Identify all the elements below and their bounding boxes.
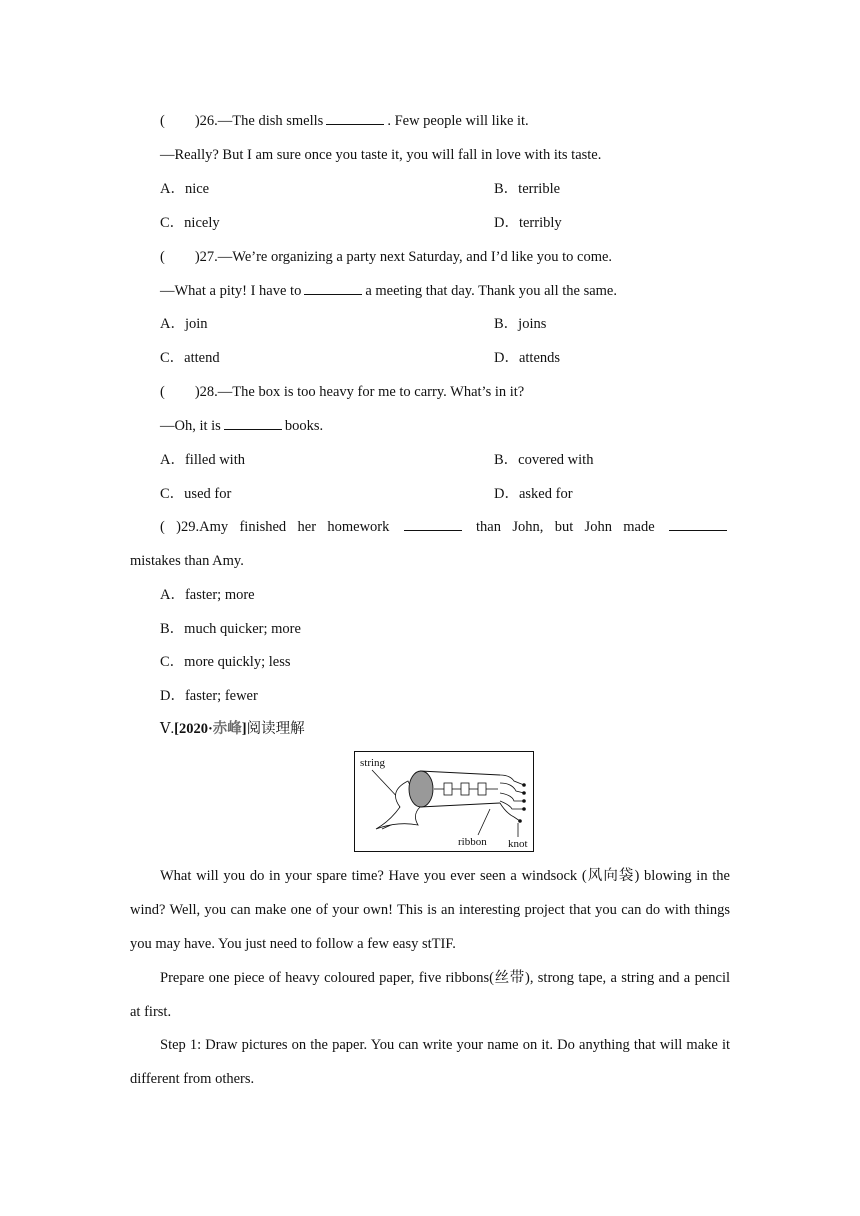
option-d: D．terribly — [494, 215, 562, 231]
stem-word: John — [584, 519, 612, 535]
option-c: C．attend — [160, 350, 220, 366]
paragraph-text: What will you do in your spare time? Have you ever seen a windsock (风向袋) blowing in the wind? Well, you can make one of your own! This is an interesting project that you can do with things you may have. You just need to follow a few easy stTIF. — [130, 868, 730, 952]
answer-paren: ( — [160, 113, 165, 129]
tape-strip — [478, 783, 486, 795]
question-26-text: )26.—The dish smells — [194, 113, 324, 129]
section-source-city: 赤峰 — [212, 721, 242, 737]
question-28-reply — [160, 416, 323, 436]
option-b: B．much quicker; more — [160, 621, 301, 637]
answer-paren: ( — [160, 384, 165, 400]
knot-dot — [522, 783, 526, 787]
option-a: A．faster; more — [160, 587, 255, 603]
tube-opening — [409, 771, 433, 807]
option-a: A．join — [160, 316, 208, 332]
stem-word: finished — [239, 519, 287, 535]
option-a: A．filled with — [160, 452, 245, 468]
option-d: D．faster; fewer — [160, 688, 258, 704]
option-d: D．attends — [494, 350, 561, 366]
stem-word: made — [623, 519, 655, 535]
stem-word: John, — [512, 519, 544, 535]
stem-word: but — [554, 519, 574, 535]
option-a: A．nice — [160, 181, 210, 197]
section-source-close: ] — [241, 721, 247, 737]
label-ribbon: ribbon — [458, 836, 487, 848]
passage-paragraph-1 — [130, 859, 730, 961]
option-b: B．covered with — [494, 452, 594, 468]
question-29-stem-cont: mistakes than Amy. — [130, 553, 244, 569]
section-title: 阅读理解 — [246, 721, 305, 737]
passage-paragraph-3 — [130, 1028, 730, 1096]
knot-dot — [522, 799, 526, 803]
passage-paragraph-2 — [130, 961, 730, 1029]
section-number: Ⅴ. — [160, 721, 175, 737]
question-26-reply: —Really? But I am sure once you taste it, you will fall in love with its taste. — [160, 147, 602, 163]
knot-dot — [522, 807, 526, 811]
reply-text: —What a pity! I have to — [160, 283, 302, 299]
stem-word: )29.Amy — [176, 519, 229, 535]
answer-blank — [224, 416, 282, 430]
question-27-text: )27.—We’re organizing a party next Saturday, and I’d like you to come. — [194, 249, 613, 265]
question-28-stem — [160, 382, 524, 402]
label-string: string — [360, 757, 386, 769]
knot-dot — [518, 819, 522, 823]
answer-paren: ( — [160, 519, 165, 535]
stem-word: homework — [327, 519, 390, 535]
tape-strip — [461, 783, 469, 795]
reply-text-end: books. — [284, 418, 324, 434]
paragraph-text: Prepare one piece of heavy coloured paper, five ribbons(丝带), strong tape, a string and a pencil at first. — [130, 970, 730, 1020]
question-27-reply — [160, 281, 617, 301]
answer-blank — [404, 517, 462, 531]
section-heading — [160, 719, 305, 739]
option-c: C．more quickly; less — [160, 654, 291, 670]
paragraph-text: Step 1: Draw pictures on the paper. You can write your name on it. Do anything that will make it different from others. — [130, 1037, 730, 1087]
question-26-stem — [160, 111, 529, 131]
question-26-text-end: . Few people will like it. — [387, 113, 529, 129]
option-d: D．asked for — [494, 486, 573, 502]
reply-text-end: a meeting that day. Thank you all the same. — [365, 283, 617, 299]
tape-strip — [444, 783, 452, 795]
question-29-stem — [160, 517, 730, 537]
reply-text: —Oh, it is — [160, 418, 221, 434]
section-source-open: [2020· — [174, 721, 213, 737]
knot-dot — [522, 791, 526, 795]
option-b: B．joins — [494, 316, 547, 332]
option-c: C．used for — [160, 486, 232, 502]
answer-paren: ( — [160, 249, 165, 265]
answer-blank — [669, 517, 727, 531]
option-c: C．nicely — [160, 215, 220, 231]
windsock-figure — [354, 751, 534, 852]
stem-word: her — [297, 519, 317, 535]
question-28-text: )28.—The box is too heavy for me to carry. What’s in it? — [194, 384, 525, 400]
answer-blank — [326, 111, 384, 125]
label-knot: knot — [508, 838, 528, 850]
question-27-stem — [160, 247, 612, 267]
option-b: B．terrible — [494, 181, 561, 197]
stem-word: than — [476, 519, 501, 535]
answer-blank — [304, 281, 362, 295]
